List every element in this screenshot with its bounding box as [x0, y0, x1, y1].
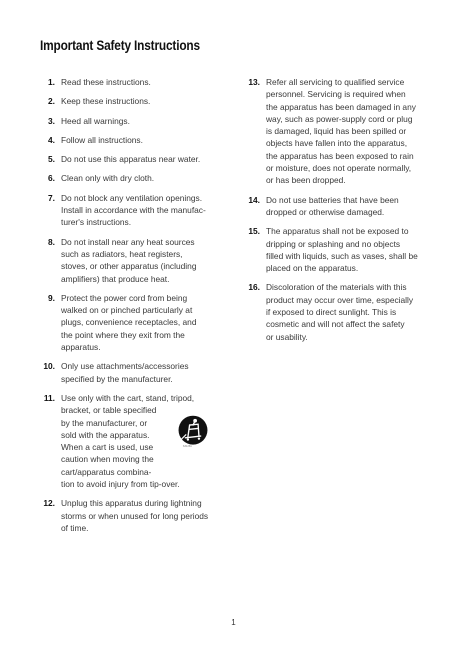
item-number: 12. — [43, 498, 55, 509]
item-line: of time. — [61, 522, 89, 533]
instruction-item-10 — [38, 360, 224, 385]
item-line: placed on the apparatus. — [266, 263, 359, 274]
item-line: Do not install near any heat sources — [61, 236, 195, 247]
item-line: dripping or splashing and no objects — [266, 238, 401, 249]
item-number: 13. — [248, 77, 260, 87]
instruction-item-15 — [243, 225, 430, 274]
instruction-item-3 — [38, 115, 224, 127]
instruction-item-5 — [38, 153, 224, 165]
item-line: the point where they exit from the — [61, 329, 185, 340]
item-line: such as radiators, heat registers, — [61, 248, 183, 259]
item-line: Heed all warnings. — [61, 115, 130, 126]
item-line: stoves, or other apparatus (including — [61, 261, 197, 272]
item-number: 16. — [248, 282, 260, 293]
item-line: product may occur over time, especially — [266, 294, 414, 305]
cart-icon-caption: S3125A — [182, 445, 192, 448]
item-number: 2. — [48, 96, 55, 107]
item-line: specified by the manufacturer. — [61, 373, 173, 384]
item-number: 4. — [48, 134, 55, 145]
item-line: amplifiers) that produce heat. — [61, 273, 170, 284]
item-line: Follow all instructions. — [61, 134, 143, 145]
item-line: bracket, or table specified — [61, 405, 157, 416]
item-line: objects have fallen into the apparatus, — [266, 138, 408, 149]
item-line: When a cart is used, use — [61, 442, 154, 453]
item-line: cosmetic and will not affect the safety — [266, 319, 405, 330]
item-line: dropped or otherwise damaged. — [266, 206, 385, 217]
item-number: 15. — [248, 226, 260, 237]
item-line: Install in accordance with the manufac- — [61, 205, 206, 216]
instruction-item-1 — [38, 76, 224, 88]
item-line: Protect the power cord from being — [61, 292, 188, 303]
item-line: the apparatus has been exposed to rain — [266, 150, 414, 161]
item-line: walked on or pinched particularly at — [61, 305, 193, 316]
item-line: Do not use batteries that have been — [266, 194, 399, 205]
item-line: storms or when unused for long periods — [61, 510, 209, 521]
item-line: The apparatus shall not be exposed to — [266, 226, 409, 237]
item-line: way, such as power-supply cord or plug — [266, 113, 413, 124]
item-line: plugs, convenience receptacles, and — [61, 317, 197, 328]
item-number: 14. — [248, 194, 260, 205]
instruction-item-12 — [38, 497, 224, 534]
item-line: Unplug this apparatus during lightning — [61, 498, 202, 509]
item-line: filled with liquids, such as vases, shall be — [266, 250, 418, 261]
item-line: Keep these instructions. — [61, 96, 151, 107]
item-line: if exposed to direct sunlight. This is — [266, 307, 397, 318]
item-line: Read these instructions. — [61, 77, 151, 87]
page-number: 1 — [231, 618, 236, 627]
item-line: apparatus. — [61, 342, 101, 353]
item-number: 7. — [48, 192, 55, 203]
page-title: Important Safety Instructions — [40, 38, 200, 53]
item-line: cart/apparatus combina- — [61, 466, 152, 477]
instruction-item-14 — [243, 194, 430, 219]
cart-tip-over-warning-icon — [176, 414, 210, 448]
item-number: 5. — [48, 154, 55, 165]
item-line: turer's instructions. — [61, 217, 132, 228]
item-number: 6. — [48, 173, 55, 184]
item-line: caution when moving the — [61, 454, 154, 465]
item-line: is damaged, liquid has been spilled or — [266, 126, 407, 137]
item-number: 9. — [48, 292, 55, 303]
item-line: or usability. — [266, 331, 308, 342]
item-line: Do not block any ventilation openings. — [61, 192, 203, 203]
instruction-item-6 — [38, 172, 224, 184]
instruction-item-11 — [38, 392, 224, 490]
left-column — [38, 76, 224, 541]
item-line: tion to avoid injury from tip-over. — [61, 479, 180, 490]
right-column — [243, 76, 430, 350]
instruction-item-4 — [38, 134, 224, 146]
item-number: 3. — [48, 115, 55, 126]
item-line: sold with the apparatus. — [61, 429, 150, 440]
instruction-item-13 — [243, 76, 430, 187]
item-line: Discoloration of the materials with this — [266, 282, 407, 293]
item-line: Clean only with dry cloth. — [61, 173, 155, 184]
item-line: the apparatus has been damaged in any — [266, 101, 416, 112]
item-line: by the manufacturer, or — [61, 417, 148, 428]
instruction-item-8 — [38, 236, 224, 285]
item-line: or moisture, does not operate normally, — [266, 163, 412, 174]
item-line: Only use attachments/accessories — [61, 361, 189, 372]
item-line: Refer all servicing to qualified service — [266, 77, 405, 87]
instruction-item-2 — [38, 95, 224, 107]
item-number: 1. — [48, 77, 55, 87]
instruction-item-9 — [38, 292, 224, 353]
item-line: Use only with the cart, stand, tripod, — [61, 392, 195, 403]
item-number: 10. — [43, 361, 55, 372]
item-line: or has been dropped. — [266, 175, 346, 186]
item-number: 8. — [48, 236, 55, 247]
item-number: 11. — [43, 392, 55, 403]
instruction-item-16 — [243, 281, 430, 342]
instruction-item-7 — [38, 192, 224, 229]
item-line: Do not use this apparatus near water. — [61, 154, 201, 165]
item-line: personnel. Servicing is required when — [266, 89, 406, 100]
